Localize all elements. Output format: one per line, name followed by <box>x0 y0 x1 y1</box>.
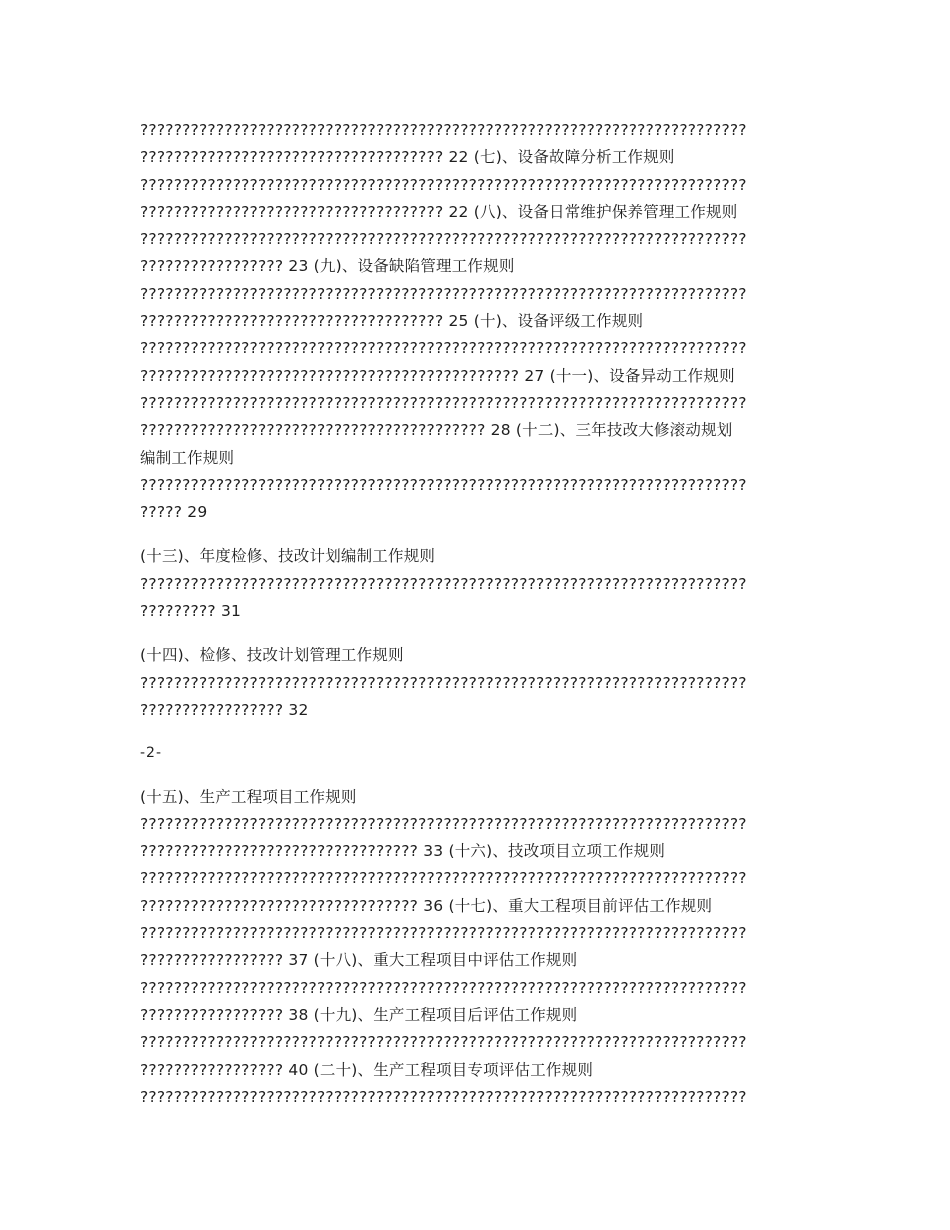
toc-line: ???????????????????????????????????????????????????????????????????????? <box>140 121 747 139</box>
toc-line: ???????????????????????????????????????????????????????????????????????? <box>140 393 747 412</box>
toc-line: 编制工作规则 <box>140 448 235 467</box>
toc-line: ???????????????????????????????????????????????????????????????????????? <box>140 175 747 194</box>
toc-line: ???????????????????????????????????????????????????????????????????????? <box>140 673 747 692</box>
toc-line: ???????????????????????????????????????????????????????????????????????? <box>140 574 747 593</box>
toc-line: ????????????????????????????????????????????? 27 (十一)、设备异动工作规则 <box>140 366 735 385</box>
toc-line: ???????????????????????????????????? 25 (十)、设备评级工作规则 <box>140 312 644 331</box>
toc-line: ????????????????? 23 (九)、设备缺陷管理工作规则 <box>140 257 515 276</box>
toc-line: ???????????????????????????????????????????????????????????????????????? <box>140 814 747 833</box>
toc-line: ???????????????????????????????????????????????????????????????????????? <box>140 230 747 249</box>
toc-line: (十四)、检修、技改计划管理工作规则 <box>140 646 404 665</box>
toc-line: ???????????????????????????????????????????????????????????????????????? <box>140 978 747 997</box>
toc-line: ???????????????????????????????????????????????????????????????????????? <box>140 1033 747 1052</box>
paragraph-gap <box>140 768 820 784</box>
toc-line: ???????????????????????????????????????????????????????????????????????? <box>140 869 747 888</box>
toc-line: ????????????????????????????????? 33 (十六)、技改项目立项工作规则 <box>140 842 666 861</box>
paragraph-gap <box>140 625 820 642</box>
toc-line: ????? 29 <box>140 503 208 522</box>
toc-line: ???????????????????????????????????????????????????????????????????????? <box>140 1087 747 1106</box>
toc-line: ???????????????????????????????????? 22 (八)、设备日常维护保养管理工作规则 <box>140 202 738 221</box>
toc-line: ????????????????? 32 <box>140 700 309 719</box>
page-number: -2- <box>140 745 163 762</box>
toc-line: ???????????????????????????????????????????????????????????????????????? <box>140 339 747 358</box>
toc-line: ???????????????????????????????????? 22 (七)、设备故障分析工作规则 <box>140 148 675 167</box>
toc-line: ????????????????? 38 (十九)、生产工程项目后评估工作规则 <box>140 1005 578 1024</box>
toc-line: ???????????????????????????????????????????????????????????????????????? <box>140 284 747 303</box>
toc-line: ????????????????????????????????????????? 28 (十二)、三年技改大修滚动规划 <box>140 421 733 440</box>
toc-line: (十三)、年度检修、技改计划编制工作规则 <box>140 547 436 566</box>
toc-line: ????????????????? 40 (二十)、生产工程项目专项评估工作规则 <box>140 1060 594 1079</box>
toc-line: ????????????????????????????????? 36 (十七)、重大工程项目前评估工作规则 <box>140 896 713 915</box>
toc-line: ????????????????? 37 (十八)、重大工程项目中评估工作规则 <box>140 951 578 970</box>
toc-line: ???????????????????????????????????????????????????????????????????????? <box>140 475 747 494</box>
toc-line: (十五)、生产工程项目工作规则 <box>140 787 357 806</box>
paragraph-gap <box>140 526 820 543</box>
toc-line: ????????? 31 <box>140 602 242 621</box>
toc-line: ???????????????????????????????????????????????????????????????????????? <box>140 924 747 943</box>
toc-content <box>140 117 820 1111</box>
paragraph-gap <box>140 724 820 740</box>
